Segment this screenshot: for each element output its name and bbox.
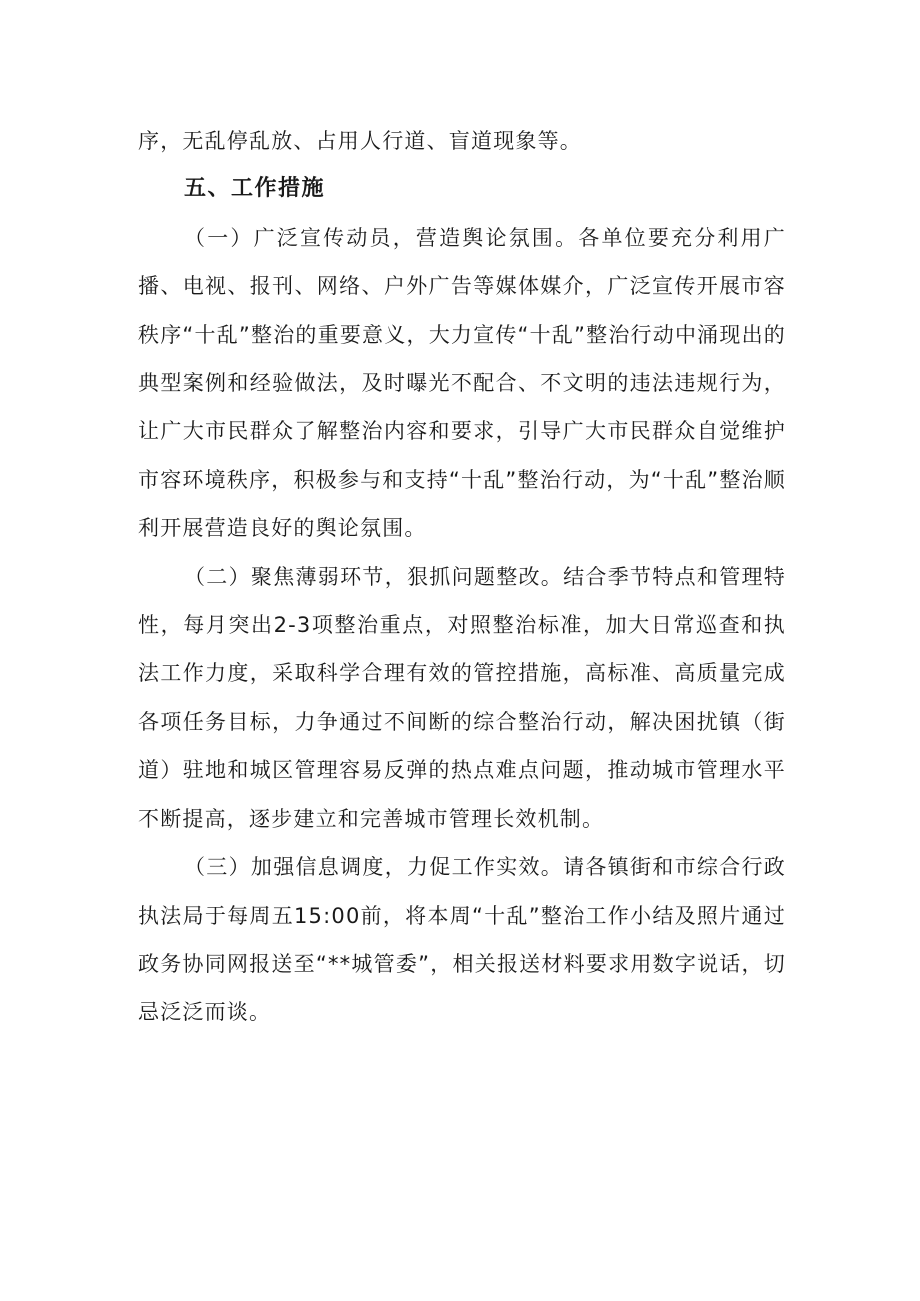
paragraph-3: （三）加强信息调度，力促工作实效。请各镇街和市综合行政执法局于每周五15:00前，将本周“十乱”整治工作小结及照片通过政务协同网报送至“**城管委”，相关报送材料要求用数字说话，切忌泛泛而谈。 (138, 855, 786, 1025)
paragraph-2: （二）聚焦薄弱环节，狠抓问题整改。结合季节特点和管理特性，每月突出2-3项整治重点，对照整治标准，加大日常巡查和执法工作力度，采取科学合理有效的管控措施，高标准、高质量完成各项任务目标，力争通过不间断的综合整治行动，解决困扰镇（街道）驻地和城区管理容易反弹的热点难点问题，推动城市管理水平不断提高，逐步建立和完善城市管理长效机制。 (138, 564, 786, 831)
continuation-paragraph: 序，无乱停乱放、占用人行道、盲道现象等。 (138, 129, 582, 153)
document-body (138, 117, 786, 1037)
section-heading: 五、工作措施 (184, 176, 326, 202)
paragraph-1: （一）广泛宣传动员，营造舆论氛围。各单位要充分利用广播、电视、报刊、网络、户外广告等媒体媒介，广泛宣传开展市容秩序“十乱”整治的重要意义，大力宣传“十乱”整治行动中涌现出的典型案例和经验做法，及时曝光不配合、不文明的违法违规行为，让广大市民群众了解整治内容和要求，引导广大市民群众自觉维护市容环境秩序，积极参与和支持“十乱”整治行动，为“十乱”整治顺利开展营造良好的舆论氛围。 (138, 225, 786, 541)
